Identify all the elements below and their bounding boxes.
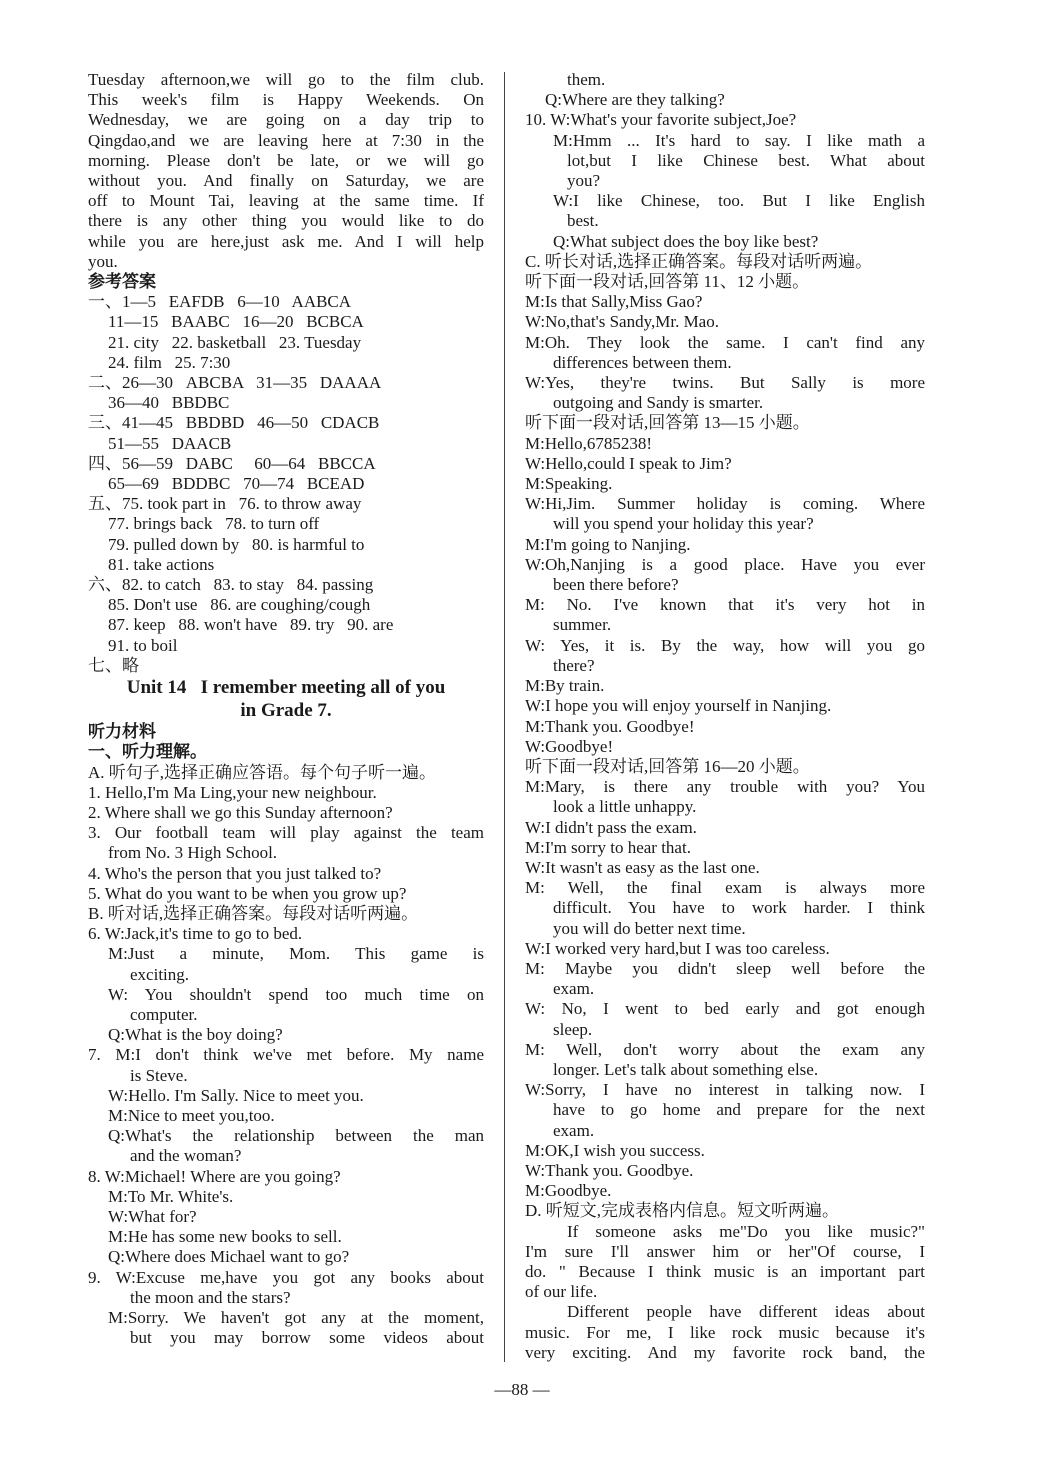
text-line: If someone asks me"Do you like music?" xyxy=(567,1221,925,1241)
text-line: M:Hello,6785238! xyxy=(525,433,653,453)
text-line: 三、41—45 BBDBD 46—50 CDACB xyxy=(88,413,380,433)
text-line: exam. xyxy=(553,1120,595,1140)
text-line: I'm sure I'll answer him or her"Of course, I xyxy=(525,1241,925,1261)
text-line: C. 听长对话,选择正确答案。每段对话听两遍。 xyxy=(525,251,873,271)
text-line: the moon and the stars? xyxy=(130,1287,291,1307)
text-line: W: You shouldn't spend too much time on xyxy=(108,984,484,1004)
page-number: —88 — xyxy=(494,1380,550,1399)
text-line: music. For me, I like rock music because it's xyxy=(525,1322,925,1342)
text-line: M:He has some new books to sell. xyxy=(108,1227,342,1247)
text-line: M: No. I've known that it's very hot in xyxy=(525,595,925,615)
text-line: 77. brings back 78. to turn off xyxy=(108,514,320,534)
text-line: 7. M:I don't think we've met before. My name xyxy=(88,1045,484,1065)
text-line: 听下面一段对话,回答第 11、12 小题。 xyxy=(525,272,810,292)
text-line: outgoing and Sandy is smarter. xyxy=(553,393,764,413)
text-line: W:Hello,could I speak to Jim? xyxy=(525,453,732,473)
text-line: Different people have different ideas about xyxy=(567,1302,925,1322)
text-line: 1. Hello,I'm Ma Ling,your new neighbour. xyxy=(88,782,377,802)
text-line: M:By train. xyxy=(525,676,605,696)
text-line: 8. W:Michael! Where are you going? xyxy=(88,1166,341,1186)
text-line: Qingdao,and we are leaving here at 7:30 in the xyxy=(88,130,484,150)
text-line: M: Maybe you didn't sleep well before the xyxy=(525,958,925,978)
text-line: W:Goodbye! xyxy=(525,736,614,756)
text-line: M:Sorry. We haven't got any at the moment, xyxy=(108,1307,484,1327)
text-line: M:Just a minute, Mom. This game is xyxy=(108,944,484,964)
text-line: Q:Where are they talking? xyxy=(545,90,725,110)
text-line: Unit 14 I remember meeting all of you xyxy=(126,677,446,699)
text-line: longer. Let's talk about something else. xyxy=(553,1059,819,1079)
text-line: differences between them. xyxy=(553,352,732,372)
text-line: 51—55 DAACB xyxy=(108,433,232,453)
text-line: 一、1—5 EAFDB 6—10 AABCA xyxy=(88,292,352,312)
text-line: exam. xyxy=(553,979,595,999)
text-line: M:To Mr. White's. xyxy=(108,1186,234,1206)
text-line: them. xyxy=(567,70,606,89)
text-line: B. 听对话,选择正确答案。每段对话听两遍。 xyxy=(88,903,419,923)
text-line: W:Oh,Nanjing is a good place. Have you ever xyxy=(525,554,925,574)
text-line: W:Thank you. Goodbye. xyxy=(525,1160,694,1180)
text-line: you will do better next time. xyxy=(553,918,746,938)
text-line: 五、75. took part in 76. to throw away xyxy=(88,494,362,514)
text-line: you. xyxy=(88,251,118,271)
text-line: 81. take actions xyxy=(108,554,215,574)
text-line: 4. Who's the person that you just talked to? xyxy=(88,863,382,883)
text-line: W:I like Chinese, too. But I like English xyxy=(553,191,925,211)
text-line: do. " Because I think music is an important part xyxy=(525,1261,925,1281)
text-line: Tuesday afternoon,we will go to the film club. xyxy=(88,70,484,89)
text-line: and the woman? xyxy=(130,1146,242,1166)
text-line: D. 听短文,完成表格内信息。短文听两遍。 xyxy=(525,1201,840,1221)
text-line: is Steve. xyxy=(130,1065,188,1085)
text-line: W:Hi,Jim. Summer holiday is coming. Where xyxy=(525,494,925,514)
text-line: 5. What do you want to be when you grow up? xyxy=(88,883,407,903)
text-line: M:Goodbye. xyxy=(525,1181,612,1201)
text-line: of our life. xyxy=(525,1282,598,1302)
text-line: computer. xyxy=(130,1004,198,1024)
text-line: summer. xyxy=(553,615,612,635)
text-line: 6. W:Jack,it's time to go to bed. xyxy=(88,924,303,944)
text-line: 3. Our football team will play against the team xyxy=(88,823,484,843)
text-line: 11—15 BAABC 16—20 BCBCA xyxy=(108,312,364,332)
text-line: A. 听句子,选择正确应答语。每个句子听一遍。 xyxy=(88,762,437,782)
text-line: 21. city 22. basketball 23. Tuesday xyxy=(108,332,362,352)
text-line: 10. W:What's your favorite subject,Joe? xyxy=(525,110,797,130)
text-line: 七、略 xyxy=(88,655,139,675)
text-line: 91. to boil xyxy=(108,635,178,655)
text-line: 85. Don't use 86. are coughing/cough xyxy=(108,595,371,615)
text-line: W:I hope you will enjoy yourself in Nanjing. xyxy=(525,696,832,716)
text-line: W: Yes, it is. By the way, how will you go xyxy=(525,635,925,655)
column-divider xyxy=(504,72,505,1362)
text-line: M:Thank you. Goodbye! xyxy=(525,716,695,736)
text-line: best. xyxy=(567,211,599,231)
left-column xyxy=(88,70,484,1348)
text-line: lot,but I like Chinese best. What about xyxy=(567,150,925,170)
text-line: M:OK,I wish you success. xyxy=(525,1140,705,1160)
right-column xyxy=(525,70,925,1363)
text-line: 36—40 BBDBC xyxy=(108,393,230,413)
text-line: in Grade 7. xyxy=(240,700,332,722)
text-line: Q:What's the relationship between the man xyxy=(108,1126,484,1146)
text-line: from No. 3 High School. xyxy=(108,843,278,863)
text-line: Q:Where does Michael want to go? xyxy=(108,1247,350,1267)
text-line: 24. film 25. 7:30 xyxy=(108,352,231,372)
text-line: W:What for? xyxy=(108,1206,197,1226)
text-line: M:Speaking. xyxy=(525,474,613,494)
text-line: without you. And finally on Saturday, we are xyxy=(88,171,484,191)
text-line: W:It wasn't as easy as the last one. xyxy=(525,857,760,877)
text-line: exciting. xyxy=(130,964,190,984)
text-line: 79. pulled down by 80. is harmful to xyxy=(108,534,365,554)
text-line: M:Nice to meet you,too. xyxy=(108,1105,275,1125)
text-line: 四、56—59 DABC 60—64 BBCCA xyxy=(88,453,376,473)
text-line: 65—69 BDDBC 70—74 BCEAD xyxy=(108,474,365,494)
text-line: W:Hello. I'm Sally. Nice to meet you. xyxy=(108,1085,364,1105)
text-line: M:I'm sorry to hear that. xyxy=(525,837,691,857)
text-line: M:Is that Sally,Miss Gao? xyxy=(525,292,703,312)
text-line: Q:What subject does the boy like best? xyxy=(553,231,819,251)
text-line: This week's film is Happy Weekends. On xyxy=(88,90,484,110)
text-line: 二、26—30 ABCBA 31—35 DAAAA xyxy=(88,373,382,393)
text-line: you? xyxy=(567,171,601,191)
text-line: there is any other thing you would like to do xyxy=(88,211,484,231)
text-line: 参考答案 xyxy=(88,272,156,292)
text-line: 9. W:Excuse me,have you got any books about xyxy=(88,1267,484,1287)
text-line: W: No, I went to bed early and got enough xyxy=(525,999,925,1019)
text-line: sleep. xyxy=(553,1019,593,1039)
text-line: 听下面一段对话,回答第 13—15 小题。 xyxy=(525,413,810,433)
text-line: difficult. You have to work harder. I think xyxy=(553,898,925,918)
text-line: M: Well, don't worry about the exam any xyxy=(525,1039,925,1059)
text-line: W:Yes, they're twins. But Sally is more xyxy=(525,373,925,393)
text-line: W:No,that's Sandy,Mr. Mao. xyxy=(525,312,719,332)
text-line: while you are here,just ask me. And I will help xyxy=(88,231,484,251)
text-line: M:Oh. They look the same. I can't find any xyxy=(525,332,925,352)
text-line: look a little unhappy. xyxy=(553,797,697,817)
text-line: M:I'm going to Nanjing. xyxy=(525,534,691,554)
text-line: will you spend your holiday this year? xyxy=(553,514,814,534)
text-line: there? xyxy=(553,655,595,675)
text-line: W:I didn't pass the exam. xyxy=(525,817,697,837)
text-line: M:Mary, is there any trouble with you? You xyxy=(525,777,925,797)
text-line: 2. Where shall we go this Sunday afternoon? xyxy=(88,802,393,822)
text-line: been there before? xyxy=(553,575,679,595)
text-line: but you may borrow some videos about xyxy=(130,1328,484,1348)
text-line: 听下面一段对话,回答第 16—20 小题。 xyxy=(525,756,810,776)
text-line: have to go home and prepare for the next xyxy=(553,1100,925,1120)
text-line: very exciting. And my favorite rock band, the xyxy=(525,1342,925,1362)
text-line: 一、听力理解。 xyxy=(88,742,207,762)
text-line: Q:What is the boy doing? xyxy=(108,1025,283,1045)
text-line: 87. keep 88. won't have 89. try 90. are xyxy=(108,615,394,635)
text-line: 六、82. to catch 83. to stay 84. passing xyxy=(88,575,374,595)
text-line: W:Sorry, I have no interest in talking now. I xyxy=(525,1080,925,1100)
text-line: W:I worked very hard,but I was too careless. xyxy=(525,938,830,958)
text-line: M:Hmm ... It's hard to say. I like math a xyxy=(553,130,925,150)
text-line: 听力材料 xyxy=(88,722,156,742)
text-line: M: Well, the final exam is always more xyxy=(525,878,925,898)
text-line: off to Mount Tai, leaving at the same time. If xyxy=(88,191,484,211)
text-line: morning. Please don't be late, or we will go xyxy=(88,150,484,170)
text-line: Wednesday, we are going on a day trip to xyxy=(88,110,484,130)
